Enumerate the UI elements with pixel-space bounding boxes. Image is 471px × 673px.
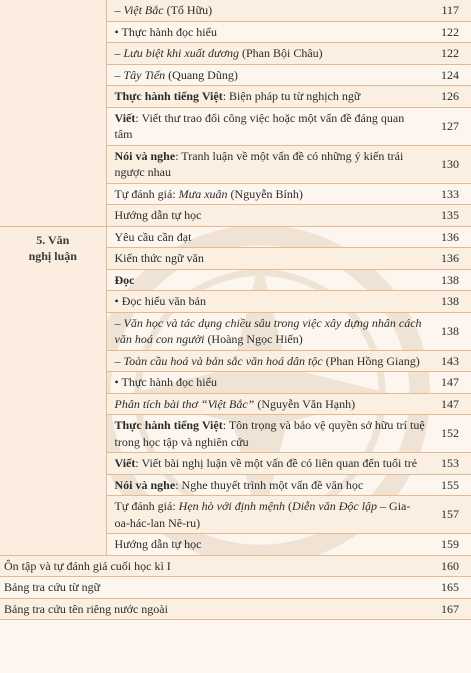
entry-title (106, 0, 431, 21)
entry-title (106, 453, 431, 475)
entry-page-number: 152 (431, 415, 471, 453)
entry-title-run: : Viết thư trao đổi công việc hoặc một vấn đề đáng quan tâm (114, 110, 405, 141)
entry-title (106, 43, 431, 65)
entry-title-run: ( (285, 499, 293, 513)
entry-page-number: 165 (431, 577, 471, 599)
entry-title-run: Nói và nghe (114, 477, 176, 492)
entry-page-number: 167 (431, 598, 471, 620)
entry-title (0, 577, 431, 599)
entry-title-run: Thực hành tiếng Việt (114, 418, 223, 432)
toc-entry[interactable] (0, 555, 471, 577)
entry-title (106, 107, 431, 145)
entry-title-run: Tự đánh giá: (114, 186, 179, 201)
entry-title-run: – (114, 67, 124, 82)
entry-title-run: Kiến thức ngữ văn (114, 251, 204, 265)
entry-title-run: Hướng dẫn tự học (114, 537, 202, 551)
entry-page-number: 153 (431, 453, 471, 475)
entry-page-number: 135 (431, 205, 471, 227)
section-label: 5. Văn nghị luận (0, 226, 106, 555)
entry-title (106, 291, 431, 313)
entry-page-number: 138 (431, 269, 471, 291)
entry-title (106, 350, 431, 372)
entry-title-run: • Đọc hiểu văn bản (114, 294, 207, 308)
entry-title-run: Văn học và tác dụng chiều sâu trong việc xây dựng nhân cách văn hoá con người (114, 315, 422, 346)
entry-title-run: (Hoàng Ngọc Hiến) (204, 332, 303, 346)
entry-title-run: Bảng tra cứu từ ngữ (4, 580, 101, 594)
entry-title-run: Viết (114, 456, 136, 470)
entry-title-run: (Phan Hồng Giang) (322, 353, 420, 368)
entry-page-number: 138 (431, 291, 471, 313)
entry-page-number: 155 (431, 474, 471, 496)
entry-title (106, 393, 431, 415)
entry-title (106, 183, 431, 205)
entry-title (0, 555, 431, 577)
entry-page-number: 147 (431, 372, 471, 394)
entry-title-run: (Nguyễn Bính) (227, 186, 303, 201)
entry-title (106, 534, 431, 556)
entry-title-run: Thực hành tiếng Việt (114, 89, 223, 103)
entry-page-number: 126 (431, 86, 471, 108)
entry-title (106, 21, 431, 43)
entry-page-number: 136 (431, 248, 471, 270)
entry-title (106, 145, 431, 183)
entry-title-run: Phân tích bài thơ “Việt Bắc” (114, 396, 255, 411)
entry-title (106, 312, 431, 350)
entry-title (106, 269, 431, 291)
entry-title (106, 86, 431, 108)
entry-title-run: Hẹn hò với định mệnh (178, 499, 286, 513)
entry-title (106, 248, 431, 270)
entry-title-run: Viết (114, 110, 136, 125)
entry-page-number: 122 (431, 21, 471, 43)
entry-title-run: (Phan Bội Châu) (238, 46, 323, 60)
entry-page-number: 117 (431, 0, 471, 21)
entry-title-run: (Tố Hữu) (163, 3, 213, 17)
entry-page-number: 133 (431, 183, 471, 205)
entry-title-run: • Thực hành đọc hiểu (114, 24, 217, 39)
entry-title-run: Tự đánh giá: (114, 499, 179, 513)
entry-title-run: • Thực hành đọc hiểu (114, 375, 217, 389)
entry-title-run: – Gia-oa-hác-lan Nê-ru) (114, 499, 411, 530)
entry-page-number: 143 (431, 350, 471, 372)
entry-title-run: : Nghe thuyết trình một vấn đề văn học (175, 477, 364, 492)
entry-page-number: 122 (431, 43, 471, 65)
entry-title-run: Ôn tập và tự đánh giá cuối học kì I (4, 558, 171, 573)
entry-page-number: 147 (431, 393, 471, 415)
entry-title-run: Tây Tiến (123, 67, 166, 82)
entry-title-run: – (114, 315, 124, 330)
entry-title-run: – (114, 3, 124, 17)
entry-title-run: Bảng tra cứu tên riêng nước ngoài (4, 601, 168, 616)
toc-entry[interactable] (0, 577, 471, 599)
toc-entry[interactable] (0, 598, 471, 620)
entry-title-run: : Viết bài nghị luận về một vấn đề có liên quan đến tuổi trẻ (135, 456, 418, 470)
toc-entry[interactable] (0, 0, 471, 21)
entry-title-run: Đọc (114, 272, 135, 287)
entry-page-number: 130 (431, 145, 471, 183)
entry-page-number: 136 (431, 226, 471, 248)
entry-title (106, 64, 431, 86)
entry-title-run: Việt Bắc (123, 3, 164, 17)
entry-title-run: : Biện pháp tu từ nghịch ngữ (222, 89, 361, 103)
entry-page-number: 157 (431, 496, 471, 534)
entry-page-number: 124 (431, 64, 471, 86)
entry-title-run: Hướng dẫn tự học (114, 208, 202, 222)
entry-title (106, 226, 431, 248)
entry-title-run: – (114, 46, 124, 60)
entry-title-run: – (114, 353, 124, 368)
entry-title (106, 372, 431, 394)
entry-title-run: (Quang Dũng) (165, 67, 238, 82)
entry-title-run: Nói và nghe (114, 148, 176, 163)
entry-title (106, 205, 431, 227)
entry-title-run: Diễn văn Độc lập (292, 499, 378, 513)
entry-page-number: 160 (431, 555, 471, 577)
entry-title-run: Yêu cầu cần đạt (114, 229, 192, 244)
entry-page-number: 159 (431, 534, 471, 556)
entry-page-number: 127 (431, 107, 471, 145)
toc-entry[interactable] (0, 226, 471, 248)
section-label (0, 0, 106, 226)
entry-page-number: 138 (431, 312, 471, 350)
entry-title-run: : Tôn trọng và bảo vệ quyền sở hữu trí tuệ trong học tập và nghiên cứu (114, 418, 425, 449)
entry-title (106, 474, 431, 496)
entry-title-run: (Nguyễn Văn Hạnh) (254, 396, 356, 411)
entry-title-run: : Tranh luận về một vấn đề có những ý kiến trái ngược nhau (114, 148, 404, 179)
entry-title (106, 496, 431, 534)
entry-title (0, 598, 431, 620)
entry-title (106, 415, 431, 453)
entry-title-run: Lưu biệt khi xuất dương (123, 46, 239, 60)
entry-title-run: Mưa xuân (178, 186, 228, 201)
entry-title-run: Toàn cầu hoá và bản sắc văn hoá dân tộc (123, 353, 323, 368)
